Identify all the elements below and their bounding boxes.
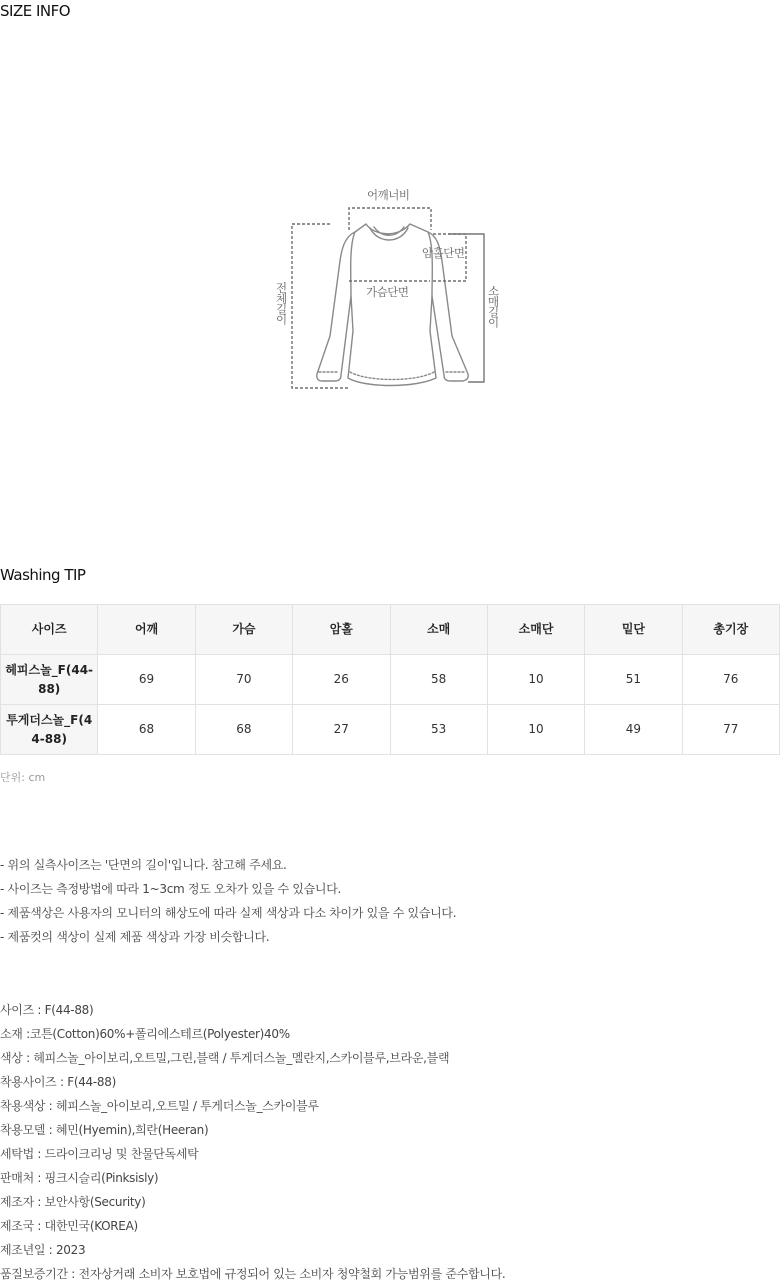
note-line: - 제품색상은 사용자의 모니터의 해상도에 따라 실제 색상과 다소 차이가 있을 수 있습니다. [0,906,457,920]
spec-seller: 판매처 : 핑크시슬리(Pinksisly) [0,1171,159,1185]
header-hem: 밑단 [585,605,682,655]
spec-worn-size: 착용사이즈 : F(44-88) [0,1075,116,1089]
header-armhole: 암홀 [293,605,390,655]
note-line: - 사이즈는 측정방법에 따라 1~3cm 정도 오차가 있을 수 있습니다. [0,882,342,896]
chest-label: 가슴단면 [366,285,409,299]
sleeve-length-label: 소매길이 [486,285,501,327]
garment-measurement-diagram [270,186,500,396]
cell-sleeve: 53 [390,705,487,755]
spec-manufacture-date: 제조년일 : 2023 [0,1243,86,1257]
cell-hem: 51 [585,655,682,705]
size-table [0,604,780,755]
size-info-title: SIZE INFO [0,2,71,20]
product-specs [0,998,505,1286]
spec-colors: 색상 : 헤피스놀_아이보리,오트밀,그린,블랙 / 투게더스놀_멜란지,스카이블루,브라운,블랙 [0,1051,450,1065]
cell-chest: 68 [195,705,292,755]
cell-shoulder: 68 [98,705,195,755]
cell-total-length: 76 [682,655,779,705]
header-chest: 가슴 [195,605,292,655]
measurement-notes [0,853,456,949]
spec-washing: 세탁법 : 드라이크리닝 및 찬물단독세탁 [0,1147,199,1161]
spec-manufacturer: 제조자 : 보안사항(Security) [0,1195,146,1209]
cell-armhole: 26 [293,655,390,705]
shoulder-label: 어깨너비 [367,188,410,202]
cell-armhole: 27 [293,705,390,755]
washing-tip-title: Washing TIP [0,566,86,584]
row-size-name: 투게더스놀_F(44-88) [1,705,98,755]
row-size-name: 헤피스놀_F(44-88) [1,655,98,705]
header-cuff: 소매단 [487,605,584,655]
note-line: - 제품컷의 색상이 실제 제품 색상과 가장 비슷합니다. [0,930,270,944]
table-header-row [1,605,780,655]
table-row [1,655,780,705]
header-shoulder: 어깨 [98,605,195,655]
spec-material: 소재 :코튼(Cotton)60%+폴리에스테르(Polyester)40% [0,1027,290,1041]
cell-cuff: 10 [487,705,584,755]
header-size: 사이즈 [1,605,98,655]
spec-warranty: 품질보증기간 : 전자상거래 소비자 보호법에 규정되어 있는 소비자 청약철회 가능범위를 준수합니다. [0,1267,506,1281]
cell-sleeve: 58 [390,655,487,705]
spec-country: 제조국 : 대한민국(KOREA) [0,1219,138,1233]
cell-hem: 49 [585,705,682,755]
note-line: - 위의 실측사이즈는 '단면의 길이'입니다. 참고해 주세요. [0,858,287,872]
cell-total-length: 77 [682,705,779,755]
table-row [1,705,780,755]
cell-cuff: 10 [487,655,584,705]
spec-model: 착용모델 : 혜민(Hyemin),희란(Heeran) [0,1123,209,1137]
armhole-label: 암홀단면 [422,246,465,260]
cell-chest: 70 [195,655,292,705]
cell-shoulder: 69 [98,655,195,705]
header-sleeve: 소매 [390,605,487,655]
unit-note: 단위: cm [0,771,46,784]
spec-worn-color: 착용색상 : 헤피스놀_아이보리,오트밀 / 투게더스놀_스카이블루 [0,1099,319,1113]
total-length-label: 전체길이 [274,282,289,324]
spec-size: 사이즈 : F(44-88) [0,1003,94,1017]
header-total-length: 총기장 [682,605,779,655]
